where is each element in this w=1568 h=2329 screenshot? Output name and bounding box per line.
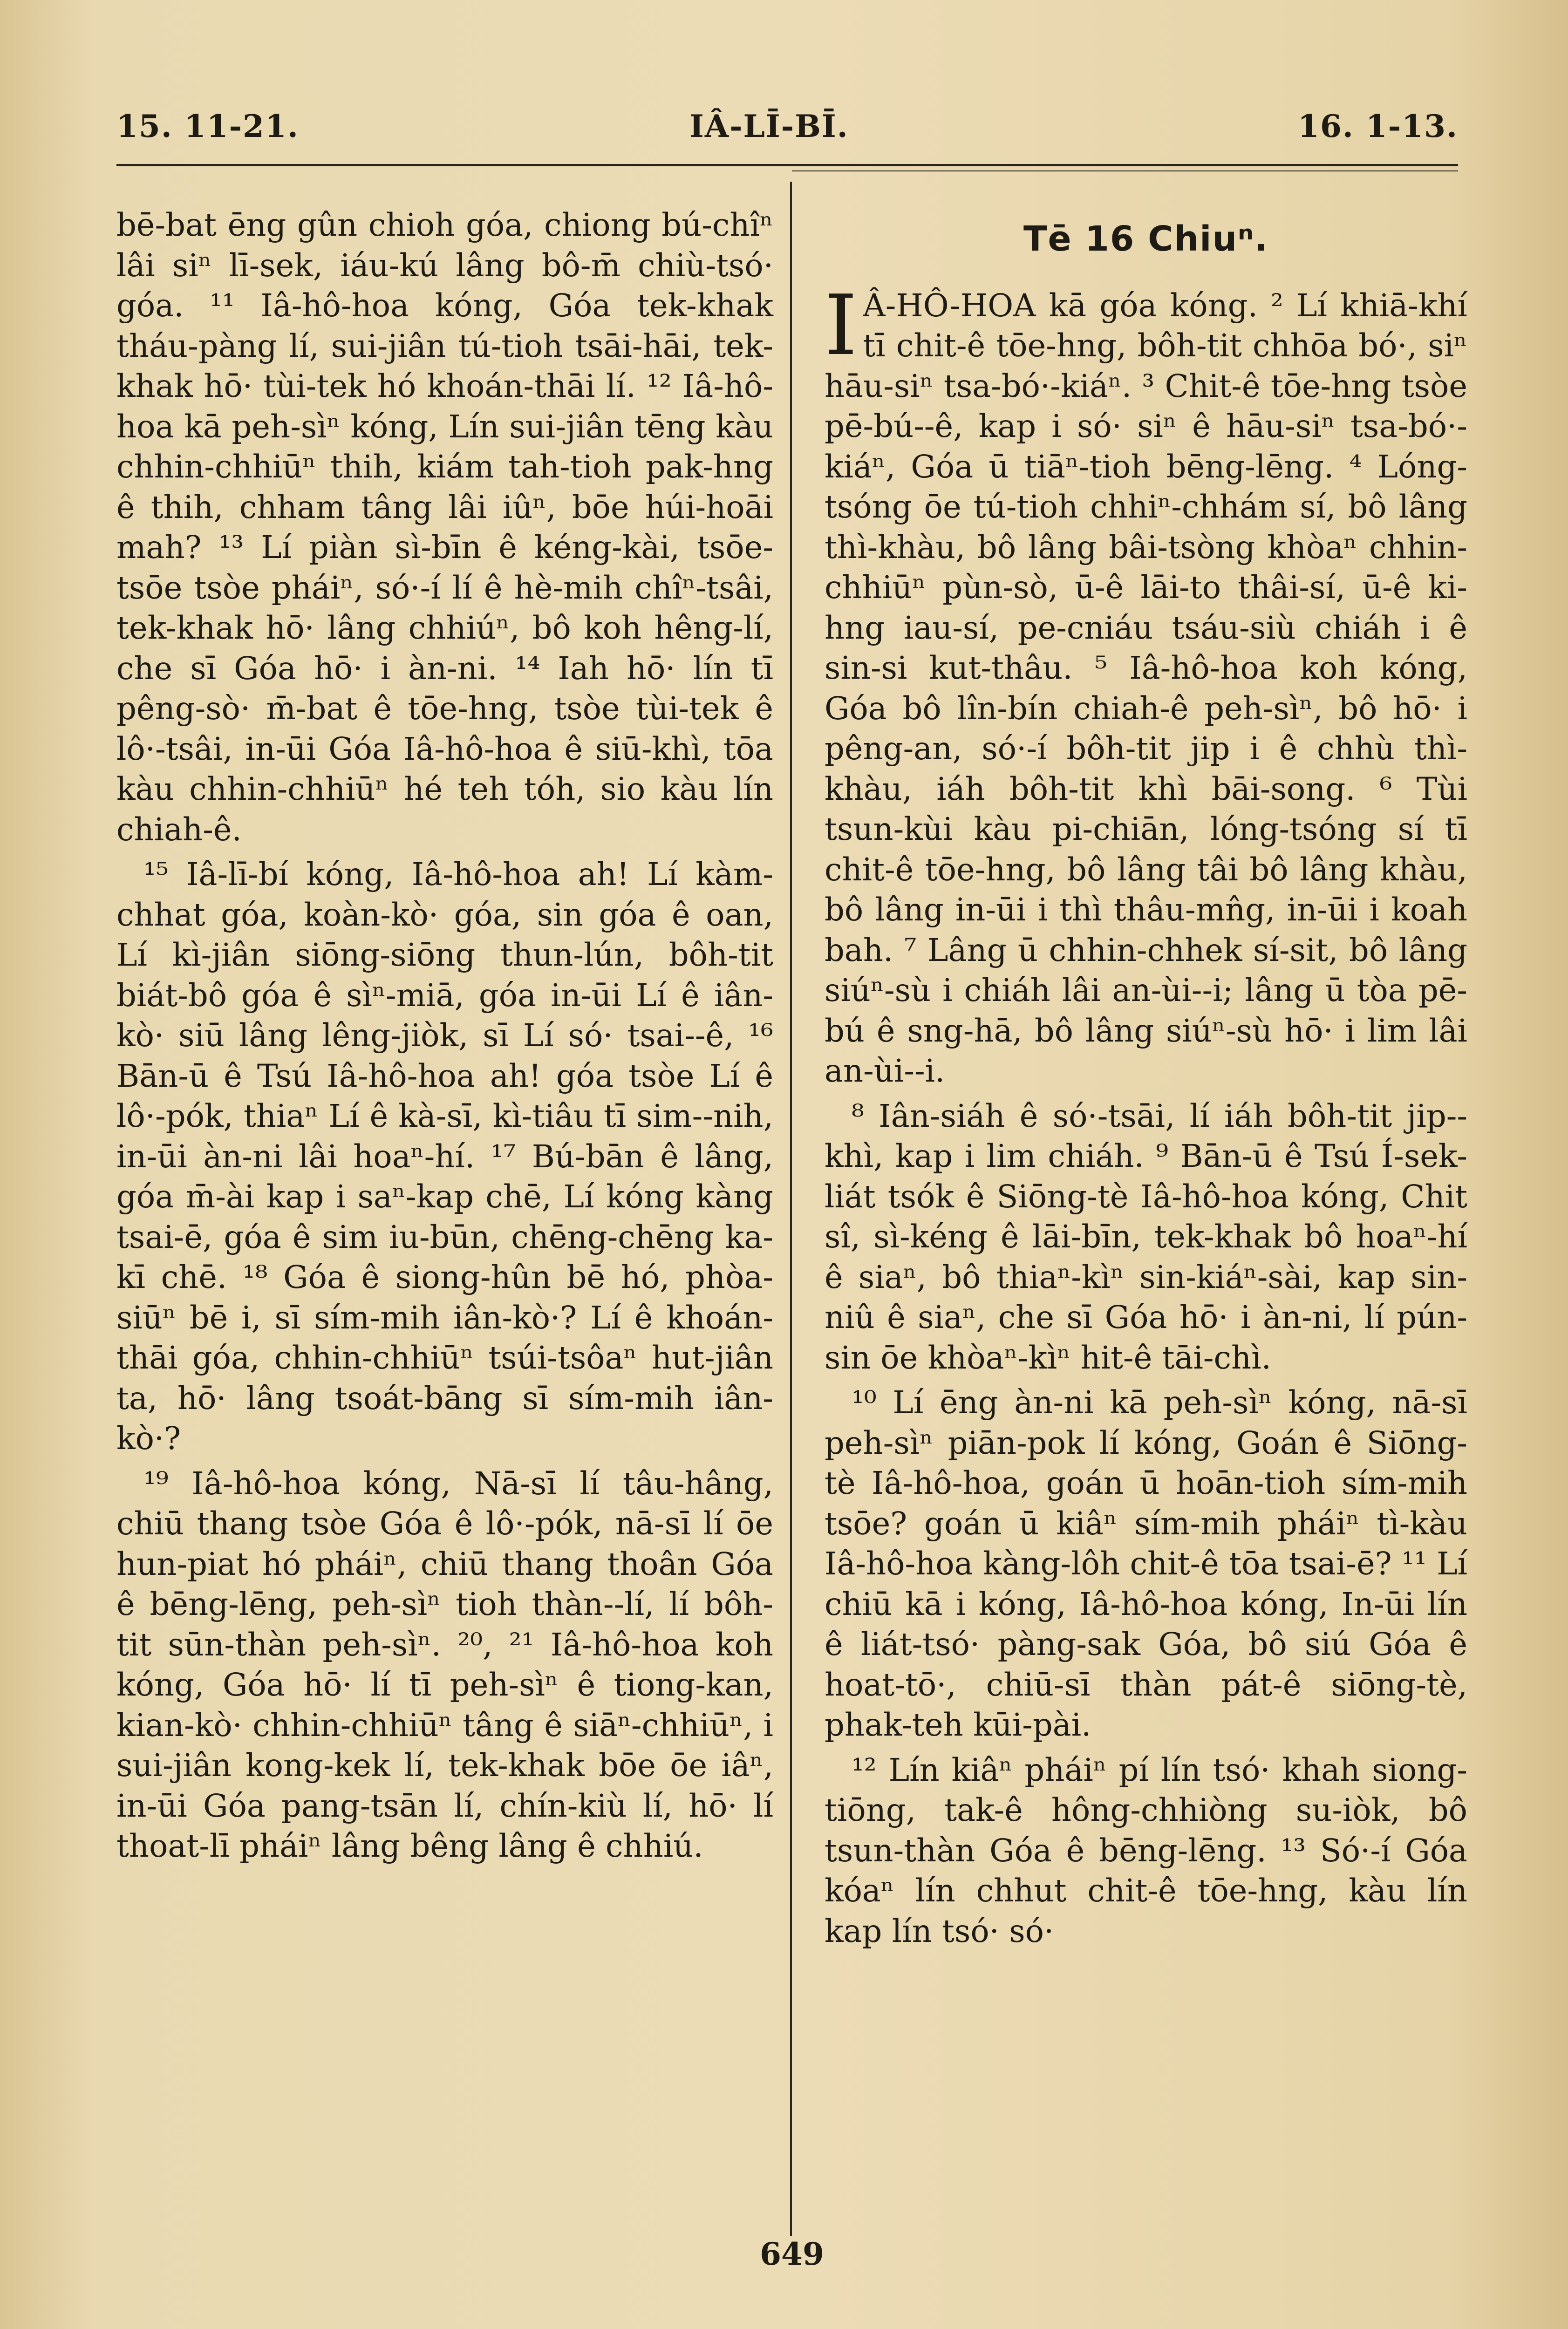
left-column [116,205,773,1871]
paragraph: ⁸ Iân-siáh ê só·-tsāi, lí iáh bôh-tit jip--khì, kap i lim chiáh. ⁹ Bān-ū ê Tsú Í-sek-liát tsók ê Siōng-tè Iâ-hô-hoa kóng, Chit sî, sì-kéng ê lāi-bīn, tek-khak bô hoaⁿ-hí ê siaⁿ, bô thiaⁿ-kìⁿ sin-kiáⁿ-sài, kap sin-niû ê siaⁿ, che sī Góa hō· i àn-ni, lí pún-sin ōe khòaⁿ-kìⁿ hit-ê tāi-chì. [825,1097,1467,1376]
chapter-verse-range-left: 15. 11-21. [116,108,299,144]
book-title: IÂ-LĪ-BĪ. [689,108,849,144]
column-divider [790,182,792,2236]
paragraph: ¹⁰ Lí ēng àn-ni kā peh-sìⁿ kóng, nā-sī peh-sìⁿ piān-pok lí kóng, Goán ê Siōng-tè Iâ-hô-hoa, goán ū hoān-tioh sím-mih tsōe? goán ū kiâⁿ sím-mih pháiⁿ tì-kàu Iâ-hô-hoa kàng-lôh chit-ê tōa tsai-ē? ¹¹ Lí chiū kā i kóng, Iâ-hô-hoa kóng, In-ūi lín ê liát-tsó· pàng-sak Góa, bô siú Góa ê hoat-tō·, chiū-sī thàn pát-ê siōng-tè, phak-teh kūi-pài. [825,1384,1467,1743]
paragraph [825,277,1467,1091]
header-rule-secondary [792,170,1458,171]
paragraph: ¹² Lín kiâⁿ pháiⁿ pí lín tsó· khah siong-tiōng, tak-ê hông-chhiòng su-iòk, bô tsun-thàn Góa ê bēng-lēng. ¹³ Só·-í Góa kóaⁿ lín chhut chit-ê tōe-hng, kàu lín kap lín tsó· só· [825,1751,1467,1949]
drop-cap: I [825,277,858,374]
chapter-verse-range-right: 16. 1-13. [1298,108,1458,144]
right-column [825,205,1467,1956]
running-header [116,108,1458,159]
header-rule [116,164,1458,166]
paragraph-text: Â-HÔ-HOA kā góa kóng. ² Lí khiā-khí tī chit-ê tōe-hng, bôh-tit chhōa bó·, siⁿ hāu-siⁿ tsa-bó·-kiáⁿ. ³ Chit-ê tōe-hng tsòe pē-bú--ê, kap i só· siⁿ ê hāu-siⁿ tsa-bó·-kiáⁿ, Góa ū tiāⁿ-tioh bēng-lēng. ⁴ Lóng-tsóng ōe tú-tioh chhiⁿ-chhám sí, bô lâng thì-khàu, bô lâng bâi-tsòng khòaⁿ chhin-chhiūⁿ pùn-sò, ū-ê lāi-to thâi-sí, ū-ê ki-hng iau-sí, pe-cniáu tsáu-siù chiáh i ê sin-si kut-thâu. ⁵ Iâ-hô-hoa koh kóng, Góa bô lîn-bín chiah-ê peh-sìⁿ, bô hō· i pêng-an, só·-í bôh-tit jip i ê chhù thì-khàu, iáh bôh-tit khì bāi-song. ⁶ Tùi tsun-kùi kàu pi-chiān, lóng-tsóng sí tī chit-ê tōe-hng, bô lâng tâi bô lâng khàu, bô lâng in-ūi i thì thâu-mn̂g, in-ūi i koah bah. ⁷ Lâng ū chhin-chhek sí-sit, bô lâng siúⁿ-sù i chiáh lâi an-ùi--i; lâng ū tòa pē-bú ê sng-hā, bô lâng siúⁿ-sù hō· i lim lâi an-ùi--i. [825,287,1467,1089]
chapter-title: Tē 16 Chiuⁿ. [1023,219,1269,259]
paragraph: ¹⁹ Iâ-hô-hoa kóng, Nā-sī lí tâu-hâng, chiū thang tsòe Góa ê lô·-pók, nā-sī lí ōe hun-piat hó pháiⁿ, chiū thang thoân Góa ê bēng-lēng, peh-sìⁿ tioh thàn--lí, lí bôh-tit sūn-thàn peh-sìⁿ. ²⁰, ²¹ Iâ-hô-hoa koh kóng, Góa hō· lí tī peh-sìⁿ ê tiong-kan, kian-kò· chhin-chhiūⁿ tâng ê siāⁿ-chhiūⁿ, i sui-jiân kong-kek lí, tek-khak bōe ōe iâⁿ, in-ūi Góa pang-tsān lí, chín-kiù lí, hō· lí thoat-lī pháiⁿ lâng bêng lâng ê chhiú. [116,1465,773,1864]
paragraph: bē-bat ēng gûn chioh góa, chiong bú-chîⁿ lâi siⁿ lī-sek, iáu-kú lâng bô-m̄ chiù-tsó· góa. ¹¹ Iâ-hô-hoa kóng, Góa tek-khak tháu-pàng lí, sui-jiân tú-tioh tsāi-hāi, tek-khak hō· tùi-tek hó khoán-thāi lí. ¹² Iâ-hô-hoa kā peh-sìⁿ kóng, Lín sui-jiân tēng kàu chhin-chhiūⁿ thih, kiám tah-tioh pak-hng ê thih, chham tâng lâi iûⁿ, bōe húi-hoāi mah? ¹³ Lí piàn sì-bīn ê kéng-kài, tsōe-tsōe tsòe pháiⁿ, só·-í lí ê hè-mih chîⁿ-tsâi, tek-khak hō· lâng chhiúⁿ, bô koh hêng-lí, che sī Góa hō· i àn-ni. ¹⁴ Iah hō· lín tī pêng-sò· m̄-bat ê tōe-hng, tsòe tùi-tek ê lô·-tsâi, in-ūi Góa Iâ-hô-hoa ê siū-khì, tōa kàu chhin-chhiūⁿ hé teh tóh, sio kàu lín chiah-ê. [116,207,773,848]
paragraph: ¹⁵ Iâ-lī-bí kóng, Iâ-hô-hoa ah! Lí kàm-chhat góa, koàn-kò· góa, sin góa ê oan, Lí kì-jiân siōng-siōng thun-lún, bôh-tit biát-bô góa ê sìⁿ-miā, góa in-ūi Lí ê iân-kò· siū lâng lêng-jiòk, sī Lí só· tsai--ê, ¹⁶ Bān-ū ê Tsú Iâ-hô-hoa ah! góa tsòe Lí ê lô·-pók, thiaⁿ Lí ê kà-sī, kì-tiâu tī sim--nih, in-ūi àn-ni lâi hoaⁿ-hí. ¹⁷ Bú-bān ê lâng, góa m̄-ài kap i saⁿ-kap chē, Lí kóng kàng tsai-ē, góa ê sim iu-būn, chēng-chēng ka-kī chē. ¹⁸ Góa ê siong-hûn bē hó, phòa-siūⁿ bē i, sī sím-mih iân-kò·? Lí ê khoán-thāi góa, chhin-chhiūⁿ tsúi-tsôaⁿ hut-jiân ta, hō· lâng tsoát-bāng sī sím-mih iân-kò·? [116,856,773,1457]
page-number: 649 [760,2236,824,2272]
